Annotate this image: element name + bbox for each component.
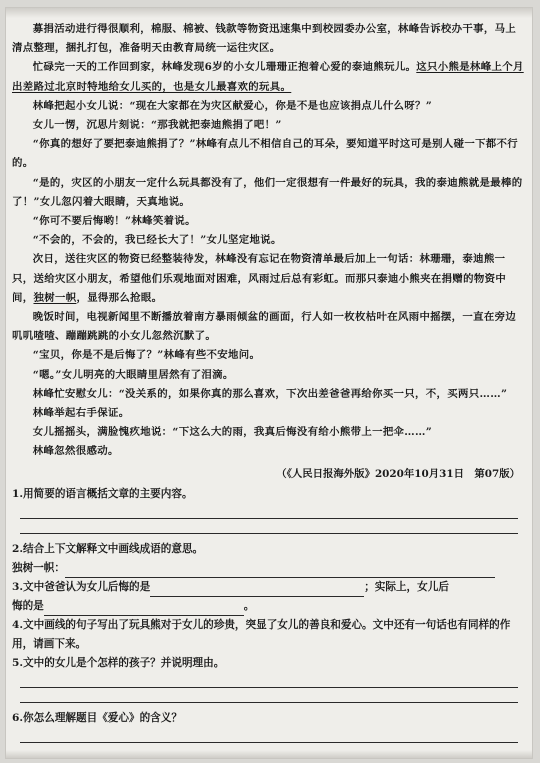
paragraph-9 — [12, 250, 524, 308]
question-5-text: 5.文中的女儿是个怎样的孩子？并说明理由。 — [12, 656, 225, 669]
paragraph-15: 女儿摇摇头，满脸愧疚地说：“下这么大的雨，我真后悔没有给小熊带上一把伞……” — [32, 426, 433, 439]
question-4 — [12, 616, 524, 654]
paragraph-1: 募捐活动进行得很顺利，棉服、棉被、钱款等物资迅速集中到校园委办公室，林峰告诉校办干事，马上清点整理，捆扎打包，准备明天由教育局统一运往灾区。 — [12, 23, 517, 55]
paragraph-12: “嗯。”女儿明亮的大眼睛里居然有了泪滴。 — [32, 368, 234, 381]
question-3-line-1 — [12, 578, 524, 597]
paragraph-14: 林峰举起右手保证。 — [32, 407, 130, 420]
question-3-text-a: 3.文中爸爸认为女儿后悔的是 — [12, 580, 151, 593]
question-2 — [12, 540, 524, 578]
paragraph-16: 林峰忽然很感动。 — [32, 445, 119, 458]
question-1-text: 1.用简要的语言概括文章的主要内容。 — [12, 487, 193, 500]
answer-line-q2[interactable] — [65, 565, 495, 578]
paragraph-3: 林峰把起小女儿说：“现在大家都在为灾区献爱心，你是不是也应该捐点儿什么呀？” — [32, 99, 433, 112]
paragraph-9-text: 次日，送往灾区的物资已经整装待发，林峰没有忘记在物资清单最后加上一句话：林珊珊，泰迪熊一只，送给灾区小朋友，希望他们乐观地面对困难，风雨过后总有彩虹。而那只泰迪小熊夹在捐赠的物资中间， — [12, 253, 507, 304]
underlined-idiom: 独树一帜 — [33, 291, 77, 304]
question-2-sub — [12, 559, 524, 578]
answer-blank-q3-a[interactable] — [150, 584, 364, 597]
question-3-text-c: 悔的是 — [12, 599, 44, 612]
question-3 — [12, 578, 524, 616]
exam-sheet — [6, 8, 532, 758]
question-3-line-2: 悔的是 。 — [12, 597, 524, 616]
paragraph-4: 女儿一愣，沉思片刻说：“那我就把泰迪熊捐了吧！” — [32, 119, 282, 132]
question-5 — [12, 654, 524, 703]
paragraph-2-text: 忙碌完一天的工作回到家，林峰发现6岁的小女儿珊珊正抱着心爱的泰迪熊玩儿。 — [32, 61, 417, 74]
scan-bottom-edge — [6, 750, 532, 758]
source-citation: （《人民日报海外版》2020年10月31日 第07版） — [276, 467, 520, 480]
scan-top-edge — [6, 8, 532, 18]
paragraph-6: “是的，灾区的小朋友一定什么玩具都没有了，他们一定很想有一件最好的玩具，我的泰迪熊就是最棒的了！”女儿忽闪着大眼睛，天真地说。 — [12, 176, 523, 208]
paragraph-7: “你可不要后悔哟！”林峰笑着说。 — [32, 215, 196, 228]
paragraph-2 — [12, 58, 524, 96]
question-3-text-b: ；实际上，女儿后 — [364, 580, 449, 593]
answer-blank-q3-b[interactable] — [44, 603, 244, 616]
question-4-text: 4.文中画线的句子写出了玩具熊对于女儿的珍贵，突显了女儿的善良和爱心。文中还有一句话也有同样的作用，请画下来。 — [12, 618, 511, 650]
paragraph-5: “你真的想好了要把泰迪熊捐了？”林峰有点儿不相信自己的耳朵，要知道平时这可是别人碰一下都不行的。 — [12, 138, 519, 170]
paragraph-13: 林峰忙安慰女儿：“没关系的，如果你真的那么喜欢，下次出差爸爸再给你买一只，不，买两只……” — [32, 387, 508, 400]
paragraph-8: “不会的，不会的，我已经长大了！”女儿坚定地说。 — [32, 234, 282, 247]
paragraph-10: 晚饭时间，电视新闻里不断播放着南方暴雨倾盆的画面，行人如一枚枚枯叶在风雨中摇摆，一直在旁边叽叽喳喳、蹦蹦跳跳的小女儿忽然沉默了。 — [12, 311, 517, 343]
paragraph-9-tail: ，显得那么抢眼。 — [76, 291, 163, 304]
question-2-text: 2.结合上下文解释文中画线成语的意思。 — [12, 542, 204, 555]
underlined-sentence: 这只小熊是林峰上个月出差路过北京时特地给女儿买的，也是女儿最喜欢的玩具。 — [12, 61, 524, 93]
paragraph-11: “宝贝，你是不是后悔了？”林峰有些不安地问。 — [32, 349, 261, 362]
idiom-label: 独树一帜： — [12, 561, 65, 574]
question-1 — [12, 485, 524, 534]
reading-passage — [12, 20, 524, 758]
question-6-text: 6.你怎么理解题目《爱心》的含义？ — [12, 711, 182, 724]
